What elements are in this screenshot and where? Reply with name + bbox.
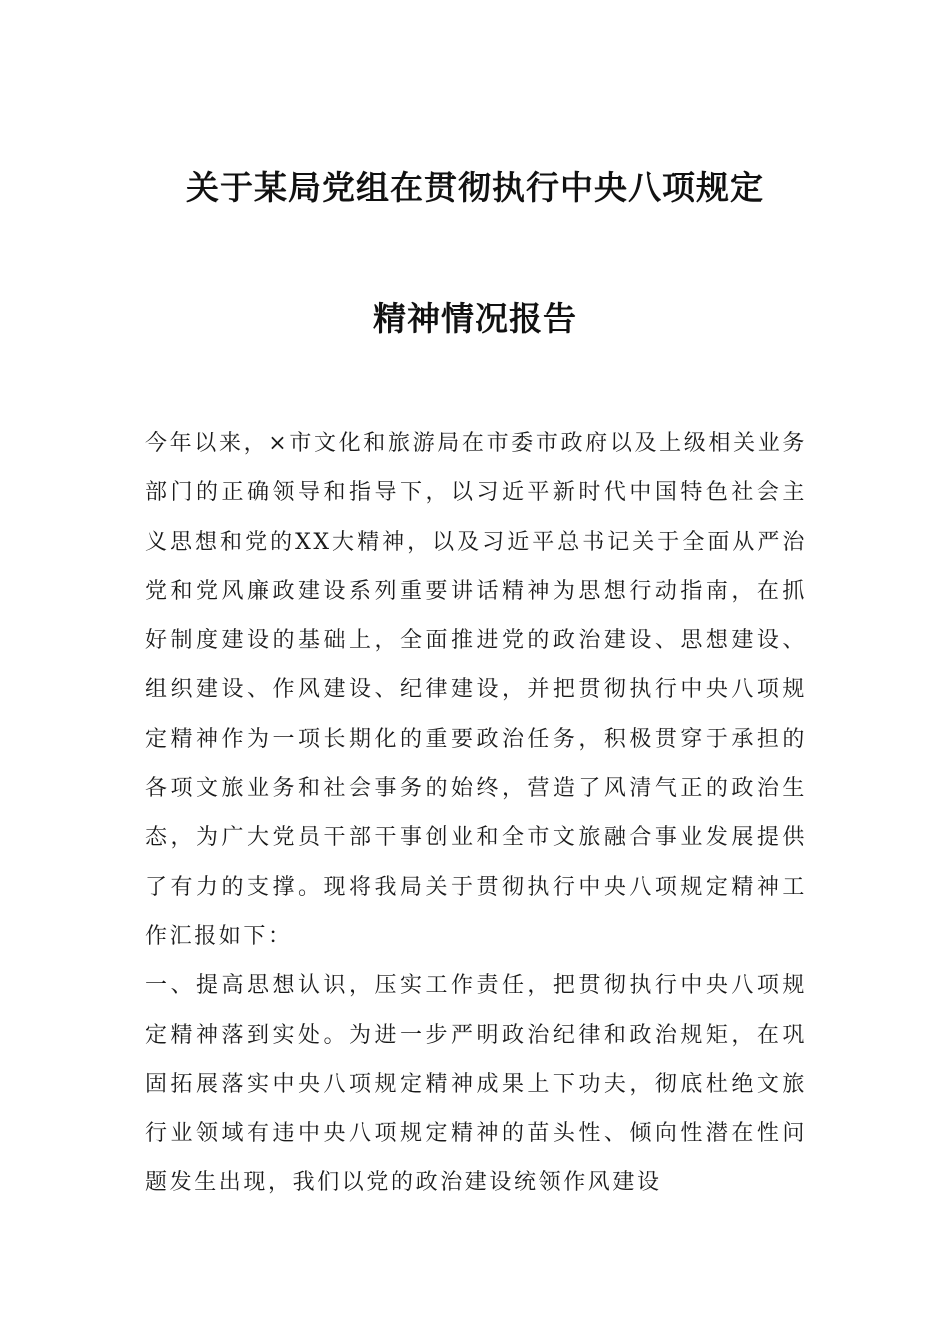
body-paragraph-intro: 今年以来，×市文化和旅游局在市委市政府以及上级相关业务部门的正确领导和指导下，以习近平新时代中国特色社会主义思想和党的XX大精神，以及习近平总书记关于全面从严治党和党风廉政建设系列重要讲话精神为思想行动指南，在抓好制度建设的基础上，全面推进党的政治建设、思想建设、组织建设、作风建设、纪律建设，并把贯彻执行中央八项规定精神作为一项长期化的重要政治任务，积极贯穿于承担的各项文旅业务和社会事务的始终，营造了风清气正的政治生态，为广大党员干部干事创业和全市文旅融合事业发展提供了有力的支撑。现将我局关于贯彻执行中央八项规定精神工作汇报如下： xyxy=(145,431,807,949)
document-body xyxy=(145,419,807,1208)
document-title-line-1: 关于某局党组在贯彻执行中央八项规定 xyxy=(186,168,764,207)
document-title-line-2: 精神情况报告 xyxy=(373,299,577,338)
body-paragraph-section-1: 一、提高思想认识，压实工作责任，把贯彻执行中央八项规定精神落到实处。为进一步严明政治纪律和政治规矩，在巩固拓展落实中央八项规定精神成果上下功夫，彻底杜绝文旅行业领域有违中央八项规定精神的苗头性、倾向性潜在性问题发生出现，我们以党的政治建设统领作风建设 xyxy=(145,973,807,1196)
